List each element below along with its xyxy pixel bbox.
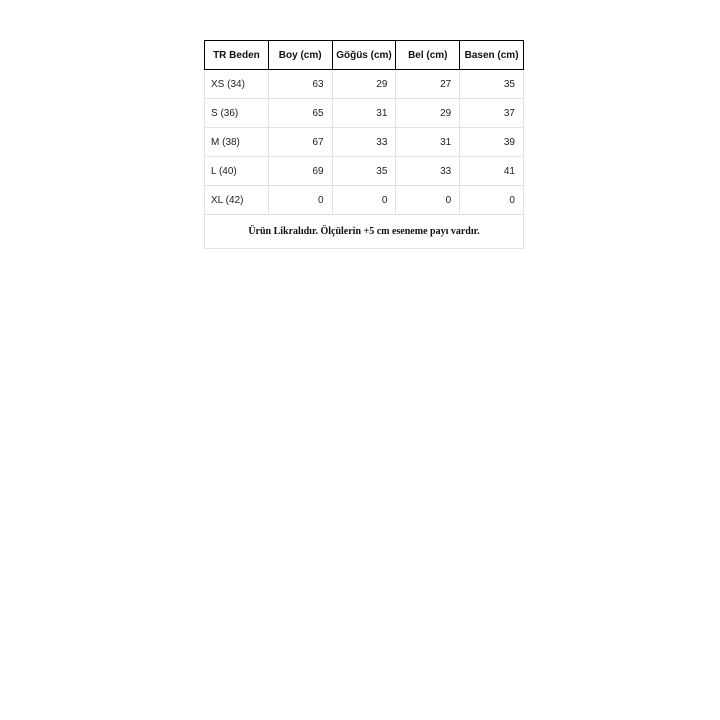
header-waist: Bel (cm) bbox=[396, 41, 460, 70]
waist-cell: 0 bbox=[396, 186, 460, 215]
table-note: Ürün Likralıdır. Ölçülerin +5 cm eseneme payı vardır. bbox=[205, 215, 524, 249]
size-chart-table bbox=[204, 40, 524, 249]
length-cell: 69 bbox=[268, 157, 332, 186]
size-cell: XL (42) bbox=[205, 186, 269, 215]
hip-cell: 35 bbox=[460, 70, 524, 99]
table-row bbox=[205, 99, 524, 128]
table-row bbox=[205, 70, 524, 99]
size-cell: L (40) bbox=[205, 157, 269, 186]
table-row bbox=[205, 157, 524, 186]
header-chest: Göğüs (cm) bbox=[332, 41, 396, 70]
size-cell: XS (34) bbox=[205, 70, 269, 99]
header-hip: Basen (cm) bbox=[460, 41, 524, 70]
length-cell: 65 bbox=[268, 99, 332, 128]
hip-cell: 0 bbox=[460, 186, 524, 215]
chest-cell: 35 bbox=[332, 157, 396, 186]
table-row bbox=[205, 186, 524, 215]
length-cell: 63 bbox=[268, 70, 332, 99]
size-cell: S (36) bbox=[205, 99, 269, 128]
hip-cell: 37 bbox=[460, 99, 524, 128]
header-size: TR Beden bbox=[205, 41, 269, 70]
table-row bbox=[205, 128, 524, 157]
waist-cell: 31 bbox=[396, 128, 460, 157]
hip-cell: 39 bbox=[460, 128, 524, 157]
chest-cell: 31 bbox=[332, 99, 396, 128]
hip-cell: 41 bbox=[460, 157, 524, 186]
table-header bbox=[205, 41, 524, 70]
chest-cell: 33 bbox=[332, 128, 396, 157]
table-body bbox=[205, 70, 524, 249]
note-row bbox=[205, 215, 524, 249]
waist-cell: 33 bbox=[396, 157, 460, 186]
waist-cell: 27 bbox=[396, 70, 460, 99]
waist-cell: 29 bbox=[396, 99, 460, 128]
length-cell: 67 bbox=[268, 128, 332, 157]
chest-cell: 29 bbox=[332, 70, 396, 99]
length-cell: 0 bbox=[268, 186, 332, 215]
size-cell: M (38) bbox=[205, 128, 269, 157]
header-row bbox=[205, 41, 524, 70]
chest-cell: 0 bbox=[332, 186, 396, 215]
header-length: Boy (cm) bbox=[268, 41, 332, 70]
